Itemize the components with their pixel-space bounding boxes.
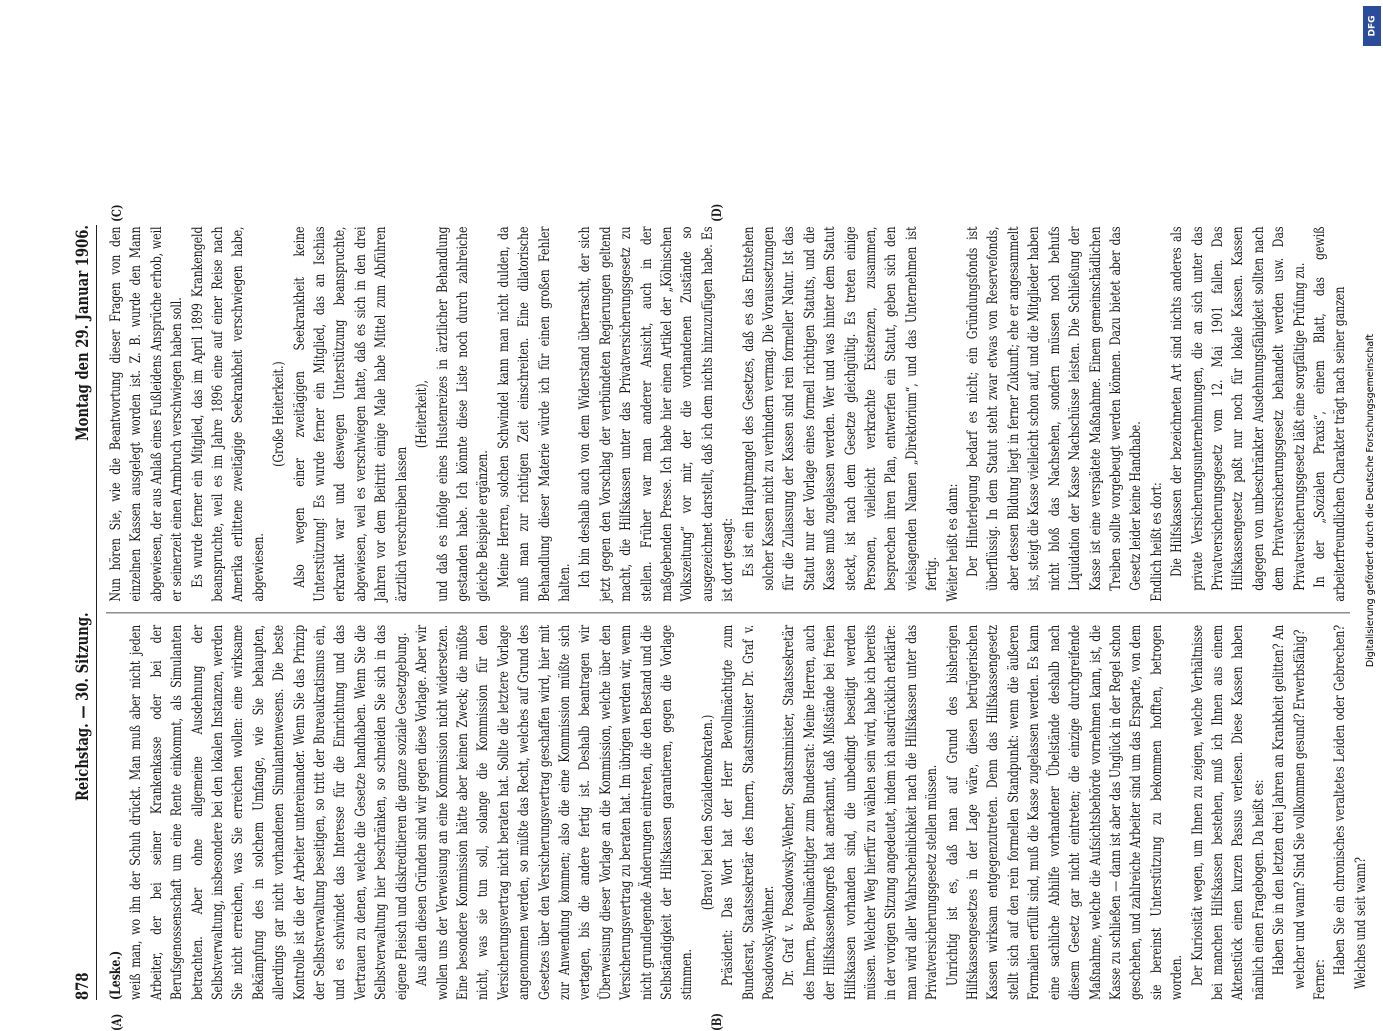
- paragraph: Ich bin deshalb auch von dem Widerstand überrascht, der sich jetzt gegen den Vorschlag der verbündeten Regierungen geltend macht, die Hilfskassen unter das Privatversicherungsgesetz zu stellen. Früher war man anderer Ansicht, auch in der maßgebenden Presse. Ich habe hier einen Artikel der „Kölnischen Volkszeitung“ vor mir, der die vorhandenen Zustände so ausgezeichnet darstellt, daß ich dem nichts hinzuzufügen habe. Es ist dort gesagt:: [577, 226, 737, 602]
- quote: Haben Sie in den letzten drei Jahren an Krankheit gelitten? An welcher und wann? Sind Sie vollkommen gesund? Erwerbsfähig?: [1271, 624, 1308, 990]
- digitization-credit: Digitalisierung gefördert durch die Deutsche Forschungsgemeinschaft: [1365, 333, 1377, 667]
- quote: Haben Sie ein chronisches veraltetes Leiden oder Gebrechen? Welches und seit wann?: [1332, 624, 1369, 990]
- quote: Die Hilfskassen der bezeichneten Art sind nichts anderes als private Versicherungsunternehmungen, die an sich unter das Privatversicherungsgesetz vom 12. Mai 1901 fallen. Das Hilfskassengesetz paßt nur noch für lokale Kassen. Kassen dagegen von unbeschränkter Ausdehnungsfähigkeit sollten nach dem Privatversicherungsgesetz behandelt werden usw. Das Privatversicherungsgesetz läßt eine sorgfältige Prüfung zu.: [1169, 226, 1308, 591]
- quote: Der Hinterlegung bedarf es nicht; ein Gründungsfonds ist überflüssig. In dem Statut steht zwar etwas von Reservefonds, aber dessen Bildung liegt in ferner Zukunft; ehe er angesammelt ist, steigt die Kasse vielleicht schon auf, und die Mitglieder haben nicht bloß das Nachsehen, sondern müssen noch behufs Liquidation der Kasse Nachschüsse leisten. Die Schließung der Kasse ist eine verspätete Maßnahme. Einem gemeinschädlichen Treiben sollte vorgebeugt werden können. Dazu bietet aber das Gesetz leider keine Handhabe.: [965, 226, 1145, 591]
- paragraph: Nun hören Sie, wie die Beantwortung dieser Fragen von den einzelnen Kassen ausgelegt worden ist. Z. B. wurde den Mann abgewiesen, der aus Anlaß eines Fußleidens Ansprüche erhob, weil er seinerzeit einen Armbruch verschwiegen haben soll.: [108, 226, 186, 602]
- rotated-page-content: [70, 203, 1369, 1031]
- margin-label-b: (B): [710, 1012, 725, 1031]
- paragraph: Also wegen einer zweitägigen Seekrankheit keine Unterstützung! Es wurde ferner ein Mitglied, das an Ischias erkrankt war und deswegen Unterstützung beanspruchte, abgewiesen, weil es verschwiegen hatte, daß es sich in den drei Jahren vor dem Beitritt einige Male habe Mittel zum Abführen ärztlich verschreiben lassen: [291, 226, 410, 602]
- paragraph: Unrichtig ist es, daß man auf Grund des bisherigen Hilfskassengesetzes in der Lage wäre, diesen betrügerischen Kassen wirksam entgegenzutreten. Denn das Hilfskassengesetz stellt sich auf den rein formellen Standpunkt: wenn die äußeren Formalien erfüllt sind, muß die Kasse zugelassen werden. Es kann eine sachliche Abhilfe vorhandener Übelstände deshalb nach diesem Gesetz gar nicht eintreten; die einzige durchgreifende Maßnahme, welche die Aufsichtsbehörde vornehmen kann, ist, die Kasse zu schließen — dann ist aber das Unglück in der Regel schon geschehen, und zahlreiche Arbeiter sind um das Ersparte, von dem sie bereinst Unterstützung zu bekommen hofften, betrogen worden.: [944, 624, 1186, 1000]
- margin-label-c: (C): [110, 204, 125, 222]
- paragraph: Es wurde ferner ein Mitglied, das im April 1899 Krankengeld beanspruchte, weil es im Jahre 1896 eine auf einer Reise nach Amerika erlittene zweitägige Seekrankheit verschwiegen habe, abgewiesen.: [189, 226, 267, 602]
- page-number: 878: [73, 972, 93, 1000]
- margin-label-a: (A): [110, 1013, 125, 1031]
- paragraph: Weiter heißt es dann:: [944, 483, 961, 602]
- paragraph: Der Kuriosität wegen, um Ihnen zu zeigen, welche Verhältnisse bei manchen Hilfskassen bestehen, muß ich Ihnen aus einem Aktenstück einen kurzen Passus verlesen. Diese Kassen haben nämlich einen Fragebogen. Da heißt es:: [1189, 624, 1267, 1000]
- page-header: [70, 225, 97, 1000]
- page-date: Montag den 29. Januar 1906.: [73, 225, 93, 441]
- paragraph: Ferner:: [1311, 959, 1328, 1000]
- speaker-paragraph: Dr. Graf v. Posadowsky-Wehner, Staatsminister, Staatssekretär des Innern, Bevollmächtigter zum Bundesrat: Meine Herren, auch der Hilfskassenkongreß hat anerkannt, daß Mißstände bei freien Hilfskassen vorhanden sind, die unbedingt beseitigt werden müssen. Welcher Weg hierfür zu wählen sein wird, habe ich bereits in der vorigen Sitzung angedeutet, indem ich ausdrücklich erklärte: man wird aller Wahrscheinlichkeit nach die Hilfskassen unter das Privatversicherungsgesetz stellen müssen.: [781, 624, 941, 1000]
- paragraph: Meine Herren, solchen Schwindel kann man nicht dulden, da muß man zur richtigen Zeit einschreiten. Eine dilatorische Behandlung dieser Materie würde ich für einen großen Fehler halten.: [495, 226, 573, 602]
- column-rule: [106, 613, 1350, 614]
- paragraph: weiß man, wo ihn der Schuh drückt. Man muß aber nicht jeden Arbeiter, der bei seiner Krankenkasse oder bei der Berufsgenossenschaft um eine Rente einkommt, als Simulanten betrachten. Aber ohne allgemeine Ausdehnung der Selbstverwaltung, insbesondere bei den lokalen Instanzen, werden Sie nicht erreichen, was Sie erreichen wollen: eine wirksame Bekämpfung des in solchem Umfange, wie Sie behaupten, allerdings gar nicht vorhandenen Simulantenwesens. Die beste Kontrolle ist die der Arbeiter untereinander. Wenn Sie das Prinzip der Selbstverwaltung beseitigen, so tritt der Bureaukratismus ein, und es schwindet das Interesse für die Einrichtung und das Vertrauen zu denen, welche die Gesetze handhaben. Wenn Sie die Selbstverwaltung hier beschränken, so schneiden Sie sich in das eigene Fleisch und diskreditieren die ganze soziale Gesetzgebung.: [128, 624, 410, 1000]
- laughter-note: (Große Heiterkeit.): [271, 361, 288, 467]
- continuation-label: (Leske.): [108, 950, 124, 1000]
- paragraph: Aus allen diesen Gründen sind wir gegen diese Vorlage. Aber wir wollen uns der Verweisung an eine Kommission nicht widersetzen. Eine besondere Kommission hätte aber keinen Zweck; die müßte nicht, was sie tun soll, solange die Kommission für den Versicherungsvertrag nicht beraten hat. Sollte die letztere Vorlage angenommen werden, so müßte das Recht, welches auf Grund des Gesetzes über den Versicherungsvertrag geschaffen wird, hier mit zur Anwendung kommen; also die eine Kommission müßte sich vertagen, bis die andere fertig ist. Deshalb beantragen wir Überweisung dieser Vorlage an die Kommission, welche über den Versicherungsvertrag zu beraten hat. Im übrigen werden wir, wenn nicht grundlegende Änderungen eintreten, die den Bestand und die Selbständigkeit der Hilfskassen garantieren, gegen die Vorlage stimmen.: [414, 624, 696, 1000]
- paragraph: und daß es infolge eines Hustenreizes in ärztlicher Behandlung gestanden habe. Ich könnte diese Liste noch durch zahlreiche gleiche Beispiele ergänzen.: [434, 226, 492, 602]
- paragraph: Endlich heißt es dort:: [1148, 482, 1165, 602]
- quote: Es ist ein Hauptmangel des Gesetzes, daß es das Entstehen solcher Kassen nicht zu verhindern vermag. Die Voraussetzungen für die Zulassung der Kassen sind rein formeller Natur. Ist das Statut nur der Vorlage eines formell richtigen Statuts, und die Kasse muß zugelassen werden. Wer und was hinter dem Statut steckt, ist nach dem Gesetze gleichgültig. Es treten einige Personen, vielleicht verkrachte Existenzen, zusammen, besprechen ihren Plan, entwerfen ein Statut, geben sich den vielsagenden Namen „Direktorium“, und das Unternehmen ist fertig.: [740, 226, 941, 591]
- applause-note: (Bravo! bei den Sozialdemokraten.): [699, 714, 716, 911]
- page-title: Reichstag. — 30. Sitzung.: [73, 612, 93, 802]
- right-column: [106, 227, 1350, 602]
- paragraph: In der „Sozialen Praxis“, einem Blatt, das gewiß arbeiterfreundlichen Charakter trägt nach seiner ganzen: [1311, 226, 1349, 602]
- dfg-logo: DFG: [1363, 6, 1381, 46]
- president-statement: Präsident: Das Wort hat der Herr Bevollmächtigte zum Bundesrat, Staatssekretär des Innern, Staatsminister Dr. Graf v. Posadowsky-Wehner.: [720, 624, 777, 1000]
- left-column: [106, 624, 1369, 1000]
- margin-label-d: (D): [710, 203, 725, 222]
- laughter-note: (Heiterkeit),: [414, 380, 431, 449]
